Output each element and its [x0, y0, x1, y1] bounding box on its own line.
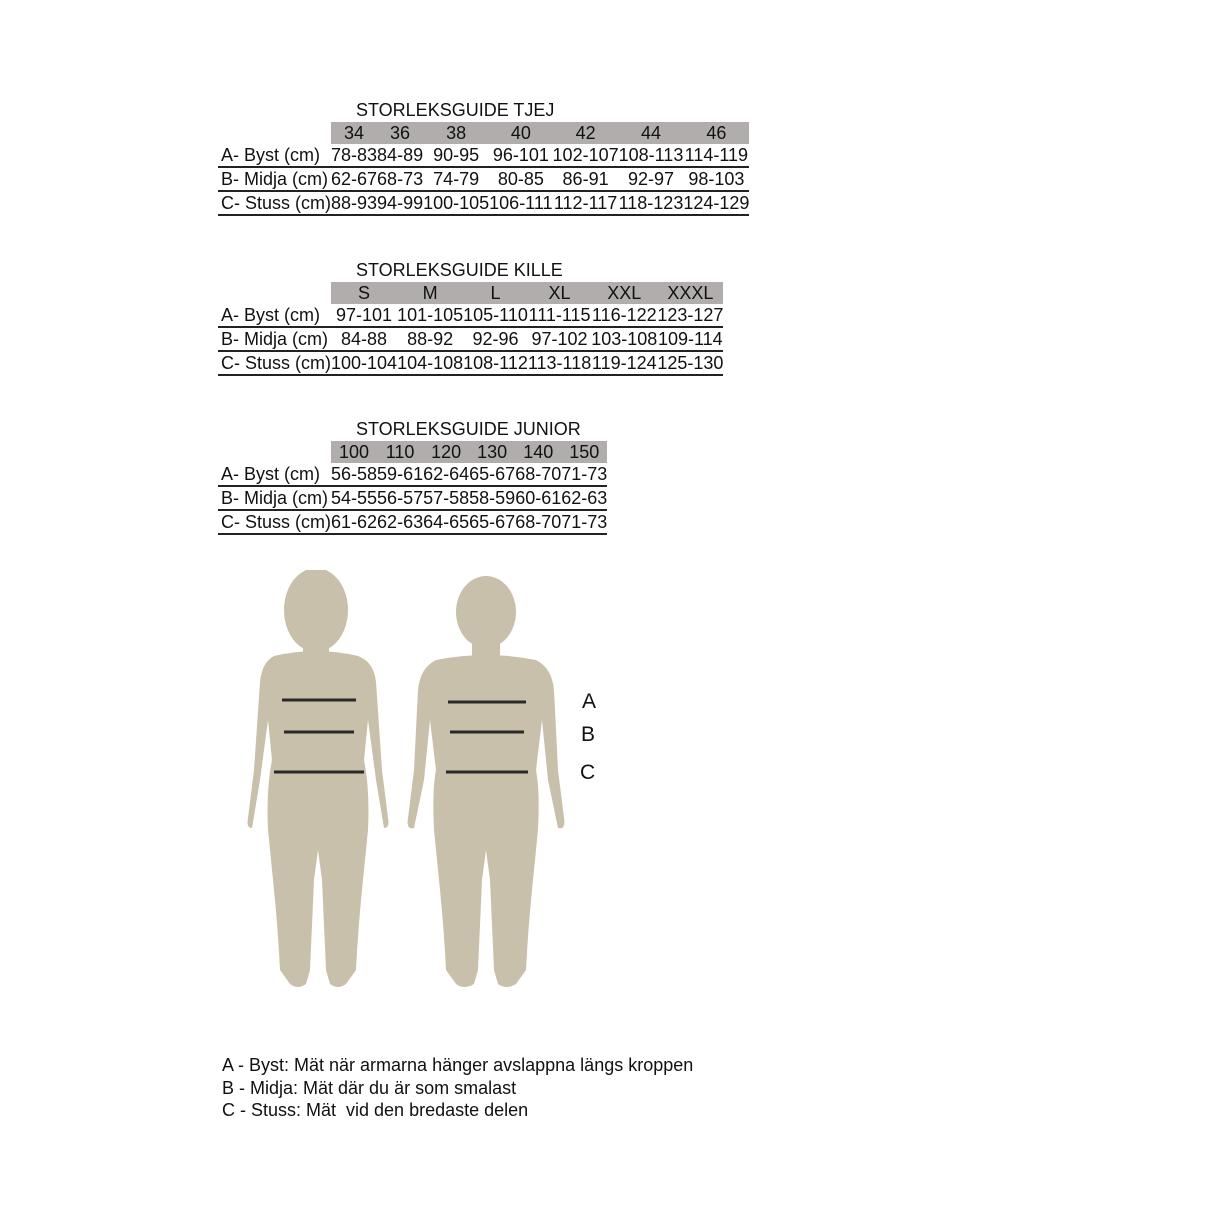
measurement-cell: 105-110: [463, 305, 528, 325]
measurement-cell: 103-108: [591, 329, 658, 349]
size-header-cell: S: [331, 282, 397, 304]
measurement-cell: 125-130: [657, 353, 724, 373]
table-title: STORLEKSGUIDE TJEJ: [356, 100, 555, 120]
size-header-cell: 140: [515, 441, 561, 463]
measurement-cell: 58-59: [469, 488, 516, 508]
legend-line-c: C - Stuss: Mät vid den bredaste delen: [222, 1100, 529, 1120]
size-header-cell: 42: [553, 122, 619, 144]
measurement-cell: 62-67: [331, 169, 378, 189]
measurement-cell: 57-58: [423, 488, 470, 508]
measurement-cell: 84-89: [377, 145, 424, 165]
table-row: [218, 486, 607, 510]
row-label: B- Midja (cm): [218, 327, 331, 351]
measurement-cell: 78-83: [331, 145, 378, 165]
size-header-row: [218, 441, 607, 463]
measure-letter-a: A: [582, 690, 597, 713]
header-corner: [218, 441, 331, 463]
legend-line-a: A - Byst: Mät när armarna hänger avslappna längs kroppen: [222, 1055, 694, 1075]
measurement-cell: 90-95: [423, 144, 489, 167]
size-header-cell: 34: [331, 122, 377, 144]
size-header-cell: 130: [469, 441, 515, 463]
size-header-cell: 36: [377, 122, 423, 144]
measurement-cell: 109-114: [657, 329, 723, 349]
size-table: [218, 282, 723, 376]
measurement-cell: 92-96: [463, 327, 528, 351]
measurement-cell: 60-61: [515, 488, 562, 508]
measurement-cell: 71-73: [561, 464, 608, 484]
measurement-cell: 65-67: [469, 464, 516, 484]
measurement-cell: 56-57: [377, 488, 424, 508]
measurement-cell: 62-64: [423, 464, 470, 484]
size-header-cell: XL: [528, 282, 591, 304]
measurement-cell: 111-115: [528, 305, 591, 325]
measurement-cell: 97-101: [331, 304, 397, 327]
size-header-cell: 46: [683, 122, 749, 144]
measurement-cell: 100-105: [423, 193, 490, 213]
body-silhouettes-illustration: [230, 570, 630, 1000]
table-row: [218, 510, 607, 534]
measurement-cell: 123-127: [657, 305, 724, 325]
header-corner: [218, 282, 331, 304]
measurement-cell: 102-107: [552, 145, 619, 165]
legend-line-b: B - Midja: Mät där du är som smalast: [222, 1077, 517, 1098]
measurement-cell: 92-97: [619, 167, 684, 191]
measurement-cell: 98-103: [683, 167, 749, 191]
measurement-cell: 124-129: [683, 193, 750, 213]
female-figure-icon: [248, 570, 389, 987]
measurement-cell: 74-79: [423, 167, 489, 191]
size-header-cell: XXXL: [657, 282, 723, 304]
header-corner: [218, 122, 331, 144]
measurement-cell: 101-105: [397, 305, 464, 325]
measurement-cell: 116-122: [591, 305, 657, 325]
size-header-cell: L: [463, 282, 528, 304]
male-figure-icon: [408, 576, 565, 987]
measurement-cell: 108-113: [618, 145, 684, 165]
row-label: A- Byst (cm): [218, 304, 331, 327]
size-table: [218, 122, 749, 216]
table-title: STORLEKSGUIDE JUNIOR: [356, 419, 581, 439]
row-label: C- Stuss (cm): [218, 351, 331, 375]
size-header-cell: 110: [377, 441, 423, 463]
measurement-cell: 61-62: [331, 512, 378, 532]
size-header-cell: 120: [423, 441, 469, 463]
table-row: [218, 144, 749, 167]
row-label: B- Midja (cm): [218, 167, 331, 191]
measurement-cell: 65-67: [469, 512, 516, 532]
measurement-cell: 96-101: [489, 144, 552, 167]
measurement-cell: 59-61: [377, 464, 424, 484]
measurement-cell: 84-88: [331, 327, 397, 351]
row-label: C- Stuss (cm): [218, 510, 331, 534]
size-header-cell: 44: [619, 122, 684, 144]
measurement-cell: 56-58: [331, 464, 378, 484]
measure-letter-c: C: [580, 761, 596, 784]
measure-letter-b: B: [581, 723, 596, 746]
measurement-cell: 86-91: [553, 167, 619, 191]
measurement-cell: 112-117: [553, 193, 618, 213]
table-row: [218, 191, 749, 215]
measurement-cell: 68-70: [515, 464, 562, 484]
table-row: [218, 304, 723, 327]
table-row: [218, 327, 723, 351]
size-header-row: [218, 282, 723, 304]
table-row: [218, 463, 607, 486]
size-header-cell: 150: [561, 441, 607, 463]
table-title: STORLEKSGUIDE KILLE: [356, 260, 563, 280]
size-header-cell: 38: [423, 122, 489, 144]
row-label: A- Byst (cm): [218, 463, 331, 486]
measurement-legend: [222, 1054, 693, 1122]
measurement-cell: 94-99: [377, 193, 424, 213]
row-label: B- Midja (cm): [218, 486, 331, 510]
size-header-cell: 100: [331, 441, 377, 463]
measurement-cell: 118-123: [618, 193, 684, 213]
measurement-cell: 68-70: [515, 512, 562, 532]
measurement-cell: 108-112: [463, 353, 528, 373]
measurement-cell: 100-104: [331, 353, 398, 373]
measurement-cell: 54-55: [331, 488, 378, 508]
row-label: C- Stuss (cm): [218, 191, 331, 215]
measurement-cell: 88-92: [397, 327, 463, 351]
measurement-cell: 62-63: [377, 512, 424, 532]
size-header-cell: M: [397, 282, 463, 304]
measurement-cell: 113-118: [527, 353, 592, 373]
measurement-cell: 97-102: [528, 327, 591, 351]
row-label: A- Byst (cm): [218, 144, 331, 167]
measurement-cell: 64-65: [423, 512, 470, 532]
measurement-cell: 71-73: [561, 512, 608, 532]
size-header-cell: XXL: [591, 282, 657, 304]
measurement-cell: 62-63: [561, 488, 608, 508]
measurement-cell: 106-111: [489, 193, 553, 213]
table-row: [218, 167, 749, 191]
body-figures: [230, 570, 630, 1000]
measurement-cell: 119-124: [591, 353, 657, 373]
size-header-cell: 40: [489, 122, 552, 144]
size-table: [218, 441, 607, 535]
measurement-cell: 88-93: [331, 193, 378, 213]
measurement-cell: 114-119: [684, 145, 749, 165]
measurement-cell: 68-73: [377, 169, 424, 189]
table-row: [218, 351, 723, 375]
size-header-row: [218, 122, 749, 144]
measurement-cell: 104-108: [397, 353, 464, 373]
measurement-cell: 80-85: [489, 167, 552, 191]
